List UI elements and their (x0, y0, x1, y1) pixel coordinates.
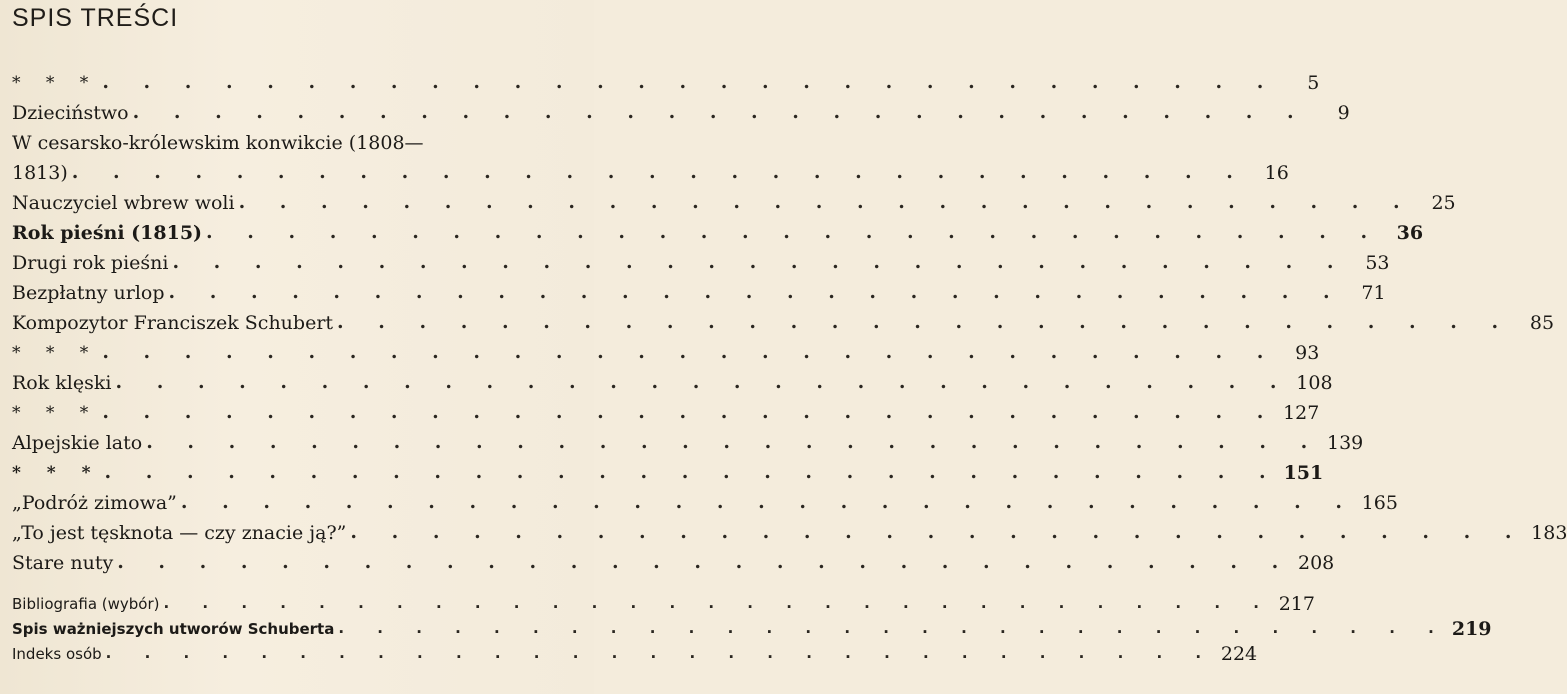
appendix-entry-label: Indeks osób (12, 645, 102, 663)
toc-entry-label: * * * (12, 343, 99, 363)
leader-dots: . . . . . . . . . . . . . . . . . . . . . . . . . . . . . (71, 161, 1247, 183)
appendix-entry (12, 640, 1258, 665)
toc-entry (12, 334, 1320, 364)
appendix-entry (12, 615, 1492, 640)
toc-entry (12, 154, 1289, 184)
appendix-entry-page: 217 (1278, 593, 1315, 615)
toc-entry (12, 244, 1390, 274)
toc-entry-label: 1813) (12, 162, 68, 184)
toc-entry (12, 484, 1398, 514)
toc-entry (12, 304, 1555, 334)
toc-entry-label: Nauczyciel wbrew woli (12, 192, 235, 214)
toc-entry-page: 165 (1361, 492, 1398, 514)
toc-entry-page: 5 (1307, 72, 1320, 94)
toc-entry-label: Kompozytor Franciszek Schubert (12, 312, 334, 334)
toc-entry-label: Dzieciństwo (12, 102, 129, 124)
toc-entry-label: * * * (12, 463, 101, 483)
toc-entry (12, 124, 584, 154)
toc-entry-page: 127 (1283, 402, 1320, 424)
toc-entry-page: 139 (1326, 432, 1364, 454)
toc-entry (12, 544, 1335, 574)
toc-entry-page: 93 (1295, 342, 1320, 364)
toc-entry (12, 64, 1320, 94)
toc-entry-label: Bezpłatny urlop (12, 282, 165, 304)
toc-entry-label: Rok pieśni (1815) (12, 222, 203, 244)
toc-entry-label: * * * (12, 73, 99, 93)
toc-entry-page: 108 (1296, 372, 1333, 394)
toc-entry (12, 394, 1320, 424)
toc-entry (12, 214, 1424, 244)
toc-entry-page: 183 (1531, 522, 1567, 544)
leader-dots: . . . . . . . . . . . . . . . . . . . . . . . . . . . . . (105, 644, 1216, 662)
toc-entry-label: Drugi rok pieśni (12, 252, 169, 274)
toc-entry (12, 274, 1386, 304)
toc-entry-label: Alpejskie lato (12, 432, 143, 454)
appendix-entry-label: Bibliografia (wybór) (12, 595, 160, 613)
appendix-entry (12, 590, 1315, 615)
leader-dots: . . . . . . . . . . . . . . . . . . . . . . . . . . . . . (180, 491, 1356, 513)
leader-dots: . . . . . . . . . . . . . . . . . . . . . . . . . . . . . (350, 521, 1526, 543)
toc-entry-label: Rok klęski (12, 372, 112, 394)
toc-entry-page: 25 (1431, 192, 1456, 214)
toc-entry (12, 424, 1364, 454)
toc-entry-page: 151 (1283, 462, 1324, 484)
toc-entry-label: „To jest tęsknota — czy znacie ją?” (12, 522, 347, 544)
appendix-entry-label: Spis ważniejszych utworów Schuberta (12, 620, 335, 638)
leader-dots: . . . . . . . . . . . . . . . . . . . . . . . . . . . . . (163, 594, 1273, 612)
toc-entry-page: 36 (1396, 222, 1424, 244)
appendix-entry-page: 219 (1451, 618, 1492, 640)
leader-dots: . . . . . . . . . . . . . . . . . . . . . . . . . . . . . (172, 251, 1348, 273)
section-gap (12, 574, 584, 590)
toc-entry-label: Stare nuty (12, 552, 114, 574)
toc-entry-page: 71 (1361, 282, 1386, 304)
leader-dots: . . . . . . . . . . . . . . . . . . . . . . . . . . . . . (102, 71, 1278, 93)
toc-entry (12, 94, 1350, 124)
toc-entry-page: 208 (1297, 552, 1335, 574)
toc-entry (12, 454, 1324, 484)
leader-dots: . . . . . . . . . . . . . . . . . . . . . . . . . . . . . (206, 221, 1382, 243)
toc-entry-page: 9 (1337, 102, 1350, 124)
appendix-entry-page: 224 (1220, 643, 1258, 665)
toc-entry-page: 16 (1264, 162, 1289, 184)
toc-entry (12, 184, 1456, 214)
leader-dots: . . . . . . . . . . . . . . . . . . . . . . . . . . . . . (168, 281, 1344, 303)
toc-entry-label: * * * (12, 403, 99, 423)
leader-dots: . . . . . . . . . . . . . . . . . . . . . . . . . . . . . (132, 101, 1308, 123)
leader-dots: . . . . . . . . . . . . . . . . . . . . . . . . . . . . . (146, 431, 1322, 453)
toc-entry-page: 85 (1529, 312, 1555, 334)
toc-entry-label: „Podróż zimowa” (12, 492, 177, 514)
leader-dots: . . . . . . . . . . . . . . . . . . . . . . . . . . . . . (338, 619, 1448, 637)
leader-dots: . . . . . . . . . . . . . . . . . . . . . . . . . . . . . (238, 191, 1414, 213)
toc-entry (12, 514, 1567, 544)
table-of-contents (12, 64, 1567, 665)
leader-dots: . . . . . . . . . . . . . . . . . . . . . . . . . . . . . (102, 341, 1278, 363)
page-title: SPIS TREŚCI (12, 4, 179, 32)
leader-dots: . . . . . . . . . . . . . . . . . . . . . . . . . . . . . (102, 401, 1278, 423)
leader-dots: . . . . . . . . . . . . . . . . . . . . . . . . . . . . . (115, 371, 1291, 393)
toc-entry-label: W cesarsko-królewskim konwikcie (1808— (12, 132, 424, 154)
leader-dots: . . . . . . . . . . . . . . . . . . . . . . . . . . . . . (117, 551, 1293, 573)
leader-dots: . . . . . . . . . . . . . . . . . . . . . . . . . . . . . (337, 311, 1513, 333)
leader-dots: . . . . . . . . . . . . . . . . . . . . . . . . . . . . . (104, 461, 1280, 483)
toc-entry (12, 364, 1333, 394)
toc-entry-page: 53 (1365, 252, 1390, 274)
